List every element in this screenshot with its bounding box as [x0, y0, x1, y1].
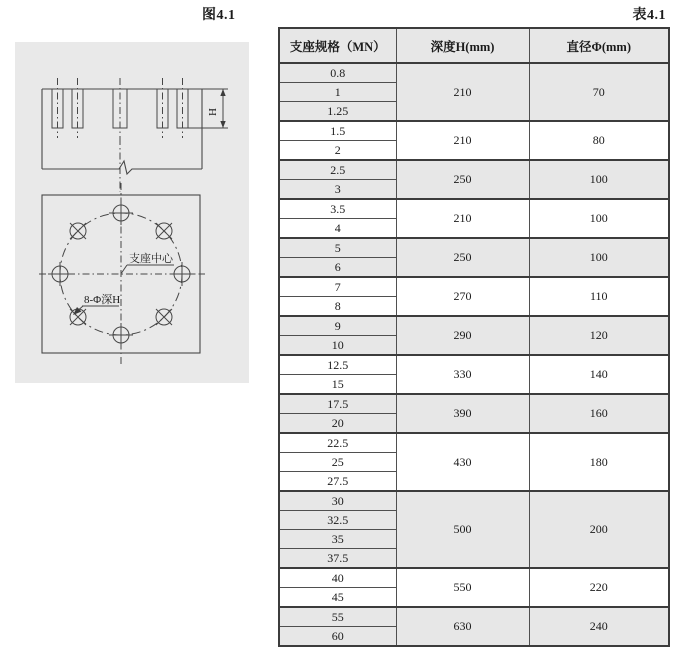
spec-cell: 8: [279, 297, 396, 317]
depth-cell: 270: [396, 277, 529, 316]
hole-marker: [109, 201, 133, 225]
spec-cell: 32.5: [279, 511, 396, 530]
block-bottom-edge-break: [42, 161, 202, 174]
col-header-depth: 深度H(mm): [396, 28, 529, 63]
diameter-cell: 70: [529, 63, 669, 121]
table-row: [279, 433, 669, 453]
diameter-cell: 180: [529, 433, 669, 491]
slot-centerlines: [58, 78, 183, 138]
spec-cell: 60: [279, 627, 396, 647]
hole-marker: [156, 223, 172, 239]
table-row: [279, 63, 669, 83]
table-row: [279, 277, 669, 297]
spec-cell: 45: [279, 588, 396, 608]
spec-cell: 35: [279, 530, 396, 549]
spec-table-body: [279, 63, 669, 646]
dim-h-label: H: [207, 108, 219, 116]
hole-marker: [156, 309, 172, 325]
spec-cell: 27.5: [279, 472, 396, 492]
spec-cell: 1.25: [279, 102, 396, 122]
diameter-cell: 120: [529, 316, 669, 355]
spec-cell: 12.5: [279, 355, 396, 375]
diameter-cell: 220: [529, 568, 669, 607]
holes-label: 8-Φ深H: [84, 294, 121, 306]
spec-cell: 55: [279, 607, 396, 627]
depth-cell: 390: [396, 394, 529, 433]
figure-panel: [15, 42, 249, 383]
spec-cell: 37.5: [279, 549, 396, 569]
spec-cell: 22.5: [279, 433, 396, 453]
spec-cell: 17.5: [279, 394, 396, 414]
figure-title: 图4.1: [202, 8, 236, 23]
spec-cell: 20: [279, 414, 396, 434]
table-row: [279, 355, 669, 375]
dim-arrow-down: [220, 121, 225, 128]
table-row: [279, 491, 669, 511]
diameter-cell: 100: [529, 160, 669, 199]
spec-cell: 1.5: [279, 121, 396, 141]
plan-view: [39, 183, 205, 365]
figure-drawing: [15, 42, 249, 383]
spec-cell: 30: [279, 491, 396, 511]
depth-cell: 250: [396, 160, 529, 199]
depth-cell: 500: [396, 491, 529, 568]
table-row: [279, 607, 669, 627]
diameter-cell: 200: [529, 491, 669, 568]
spec-cell: 3: [279, 180, 396, 200]
spec-cell: 0.8: [279, 63, 396, 83]
table-row: [279, 568, 669, 588]
depth-cell: 550: [396, 568, 529, 607]
diameter-cell: 160: [529, 394, 669, 433]
spec-cell: 25: [279, 453, 396, 472]
col-header-diameter: 直径Φ(mm): [529, 28, 669, 63]
hole-marker: [70, 223, 86, 239]
section-view: [42, 78, 228, 192]
center-label: 支座中心: [129, 253, 173, 265]
diameter-cell: 100: [529, 199, 669, 238]
dim-arrow-up: [220, 89, 225, 96]
depth-cell: 250: [396, 238, 529, 277]
hole-marker: [48, 262, 72, 286]
depth-cell: 210: [396, 199, 529, 238]
depth-cell: 430: [396, 433, 529, 491]
col-header-spec: 支座规格（MN）: [279, 28, 396, 63]
spec-cell: 7: [279, 277, 396, 297]
spec-cell: 9: [279, 316, 396, 336]
diameter-cell: 240: [529, 607, 669, 646]
spec-cell: 5: [279, 238, 396, 258]
depth-cell: 210: [396, 121, 529, 160]
spec-cell: 10: [279, 336, 396, 356]
diameter-cell: 140: [529, 355, 669, 394]
spec-cell: 4: [279, 219, 396, 239]
table-row: [279, 394, 669, 414]
table-row: [279, 160, 669, 180]
table-header-row: [279, 28, 669, 63]
hole-marker: [170, 262, 194, 286]
table-title: 表4.1: [632, 8, 666, 23]
spec-cell: 3.5: [279, 199, 396, 219]
spec-cell: 15: [279, 375, 396, 395]
depth-cell: 210: [396, 63, 529, 121]
holes-label-group: [73, 293, 120, 315]
center-label-group: [122, 251, 175, 273]
diameter-cell: 100: [529, 238, 669, 277]
table-row: [279, 121, 669, 141]
depth-cell: 630: [396, 607, 529, 646]
spec-cell: 6: [279, 258, 396, 278]
table-row: [279, 199, 669, 219]
diameter-cell: 110: [529, 277, 669, 316]
depth-cell: 330: [396, 355, 529, 394]
diameter-cell: 80: [529, 121, 669, 160]
hole-marker: [109, 323, 133, 347]
depth-cell: 290: [396, 316, 529, 355]
spec-cell: 2.5: [279, 160, 396, 180]
spec-cell: 1: [279, 83, 396, 102]
dimension-h: [188, 89, 228, 128]
table-row: [279, 238, 669, 258]
spec-cell: 40: [279, 568, 396, 588]
table-row: [279, 316, 669, 336]
spec-cell: 2: [279, 141, 396, 161]
spec-table: [278, 27, 670, 647]
